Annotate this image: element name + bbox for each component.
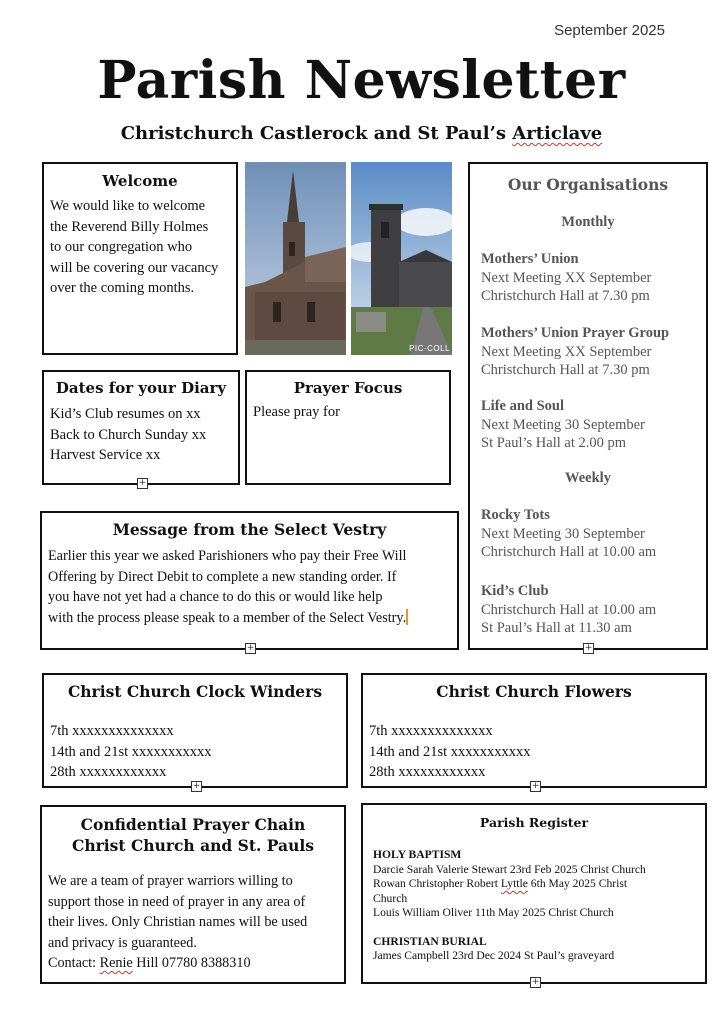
move-handle-icon[interactable]: + xyxy=(531,781,540,791)
move-handle-icon[interactable]: + xyxy=(584,643,593,653)
register-spacer xyxy=(373,921,705,935)
org-detail: Next Meeting XX September xyxy=(481,343,652,360)
register-entry: Darcie Sarah Valerie Stewart 23rd Feb 2025 Christ Church xyxy=(373,862,646,876)
welcome-heading: Welcome xyxy=(102,172,178,190)
register-entry xyxy=(373,877,705,892)
diary-text xyxy=(44,397,238,466)
issue-date: September 2025 xyxy=(554,22,665,39)
photo-watermark: PIC·COLL xyxy=(409,344,450,353)
flowers-text xyxy=(363,701,705,783)
welcome-text xyxy=(44,190,236,299)
org-name: Mothers’ Union xyxy=(481,251,579,267)
org-detail: St Paul’s Hall at 2.00 pm xyxy=(481,435,626,451)
prayer-chain-text xyxy=(42,855,344,974)
org-detail: St Paul’s Hall at 11.30 am xyxy=(481,620,632,636)
org-detail: Christchurch Hall at 10.00 am xyxy=(481,544,657,560)
register-entry-surname: Lyttle xyxy=(500,877,528,890)
diary-line: Back to Church Sunday xx xyxy=(50,426,207,443)
church-photo-collage xyxy=(245,162,452,355)
register-entry: Church xyxy=(373,891,408,905)
prayer-chain-line: We are a team of prayer warriors willing to xyxy=(48,873,293,889)
org-name: Life and Soul xyxy=(481,398,564,414)
org-name: Mothers’ Union Prayer Group xyxy=(481,325,670,341)
register-heading: Parish Register xyxy=(479,815,589,830)
org-detail: Next Meeting XX September xyxy=(481,269,652,286)
register-text xyxy=(363,830,705,964)
prayer-chain-heading-2: Christ Church and St. Pauls xyxy=(72,836,314,855)
clock-winders-heading: Christ Church Clock Winders xyxy=(67,682,323,701)
prayer-focus-box[interactable] xyxy=(245,370,451,485)
diary-box[interactable] xyxy=(42,370,240,488)
prayer-chain-line: and privacy is guaranteed. xyxy=(48,934,197,951)
monthly-label: Monthly xyxy=(561,214,615,230)
weekly-label: Weekly xyxy=(565,470,611,486)
org-name: Rocky Tots xyxy=(481,507,550,523)
rota-line: 14th and 21st xxxxxxxxxxx xyxy=(369,743,531,760)
baptism-label: HOLY BAPTISM xyxy=(373,848,462,861)
org-detail: Next Meeting 30 September xyxy=(481,525,645,542)
vestry-text xyxy=(42,539,457,628)
contact-prefix: Contact: xyxy=(48,955,100,971)
rota-line: 7th xxxxxxxxxxxxxx xyxy=(369,723,493,739)
contact-rest: Hill 07780 8388310 xyxy=(132,955,251,971)
welcome-line: will be covering our vacancy xyxy=(50,259,219,276)
prayer-focus-heading: Prayer Focus xyxy=(293,379,403,397)
vestry-line: Offering by Direct Debit to complete a new standing order. If xyxy=(48,568,397,585)
contact-name: Renie xyxy=(99,955,133,971)
clock-winders-box[interactable] xyxy=(42,673,348,791)
org-rocky-tots xyxy=(481,506,656,562)
flowers-box[interactable] xyxy=(361,673,707,791)
burial-label: CHRISTIAN BURIAL xyxy=(373,934,487,948)
org-detail: Christchurch Hall at 7.30 pm xyxy=(481,362,650,378)
org-detail: Christchurch Hall at 10.00 am xyxy=(481,601,657,618)
rota-line: 28th xxxxxxxxxxxx xyxy=(50,764,167,780)
rota-line: 7th xxxxxxxxxxxxxx xyxy=(50,723,174,739)
org-detail: Next Meeting 30 September xyxy=(481,416,645,433)
org-life-and-soul xyxy=(481,397,645,453)
move-handle-icon[interactable]: + xyxy=(531,977,540,987)
subtitle-articlave: Articlave xyxy=(512,123,603,144)
diary-line: Harvest Service xx xyxy=(50,447,161,463)
newsletter-subtitle xyxy=(0,123,723,144)
move-handle-icon[interactable]: + xyxy=(138,478,147,488)
welcome-box[interactable] xyxy=(42,162,238,355)
org-detail: Christchurch Hall at 7.30 pm xyxy=(481,288,650,304)
org-mu-prayer-group xyxy=(481,324,669,380)
register-entry-part: Rowan Christopher Robert xyxy=(373,877,501,890)
org-mothers-union xyxy=(481,250,651,306)
flowers-heading: Christ Church Flowers xyxy=(436,682,632,701)
org-name: Kid’s Club xyxy=(481,583,549,599)
org-kids-club xyxy=(481,582,656,638)
prayer-chain-heading-1: Confidential Prayer Chain xyxy=(80,815,306,834)
register-entry: Louis William Oliver 11th May 2025 Christ Church xyxy=(373,906,614,919)
vestry-line: Earlier this year we asked Parishioners who pay their Free Will xyxy=(48,548,407,564)
clock-winders-text xyxy=(44,701,346,783)
welcome-line: We would like to welcome xyxy=(50,198,206,214)
register-entry: James Campbell 23rd Dec 2024 St Paul’s graveyard xyxy=(373,949,615,962)
parish-register-box[interactable] xyxy=(361,803,707,987)
text-cursor xyxy=(406,609,408,625)
prayer-chain-line: support those in need of prayer in any area of xyxy=(48,893,306,910)
organisations-heading: Our Organisations xyxy=(507,175,669,194)
vestry-line: you have not yet had a chance to do this or would like help xyxy=(48,589,383,605)
vestry-last-line-text: with the process please speak to a member of the Select Vestry. xyxy=(48,609,407,626)
prayer-chain-contact xyxy=(48,953,344,974)
welcome-line: to our congregation who xyxy=(50,239,193,255)
newsletter-title: Parish Newsletter xyxy=(97,50,626,111)
register-entry-part: 6th May 2025 Christ xyxy=(527,877,628,890)
move-handle-icon[interactable]: + xyxy=(192,781,201,791)
organisations-box[interactable] xyxy=(468,162,708,653)
vestry-line xyxy=(48,608,457,629)
welcome-line: the Reverend Billy Holmes xyxy=(50,218,209,235)
prayer-chain-line: their lives. Only Christian names will be used xyxy=(48,914,308,930)
move-handle-icon[interactable]: + xyxy=(246,643,255,653)
prayer-focus-text: Please pray for xyxy=(253,404,340,420)
vestry-heading: Message from the Select Vestry xyxy=(112,520,387,539)
rota-line: 14th and 21st xxxxxxxxxxx xyxy=(50,743,212,760)
diary-heading: Dates for your Diary xyxy=(55,379,227,397)
subtitle-text: Christchurch Castlerock and St Paul’s xyxy=(120,123,513,144)
welcome-line: over the coming months. xyxy=(50,280,195,296)
vestry-box[interactable] xyxy=(40,511,459,653)
prayer-chain-box[interactable] xyxy=(40,805,346,984)
rota-line: 28th xxxxxxxxxxxx xyxy=(369,764,486,780)
st-pauls-photo xyxy=(351,162,452,355)
christchurch-photo xyxy=(245,162,346,355)
diary-line: Kid’s Club resumes on xx xyxy=(50,406,201,422)
